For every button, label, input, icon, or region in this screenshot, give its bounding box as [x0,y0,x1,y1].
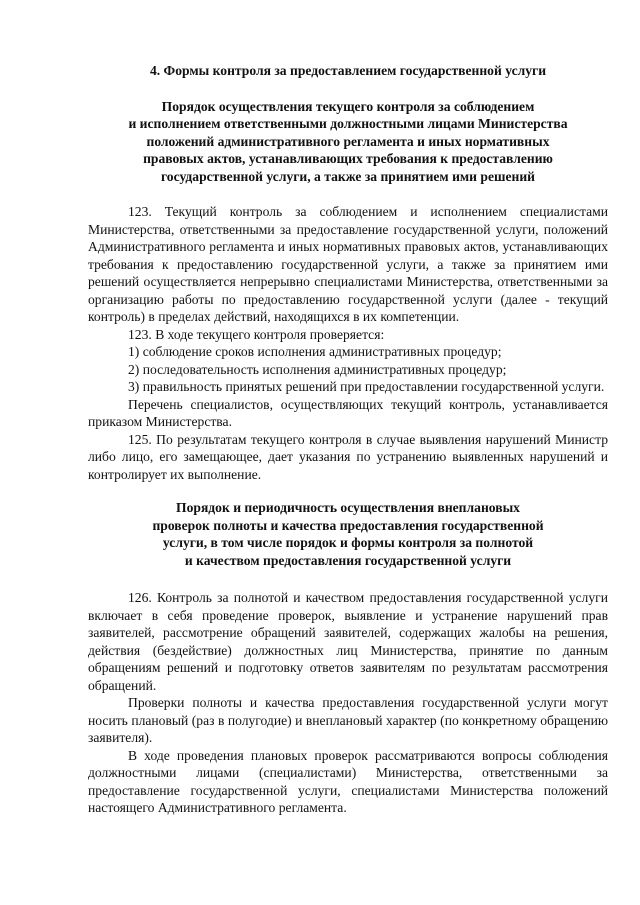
subheading-line: государственной услуги, а также за принятием ими решений [160,168,536,184]
paragraph-checks-types: Проверки полноты и качества предоставления государственной услуги могут носить плановый (раз в полугодие) и внеплановый характер (по конкретному обращению заявителя). [88,695,608,745]
paragraph-planned-checks: В ходе проведения плановых проверок рассматриваются вопросы соблюдения должностными лицами (специалистами) Министерства, ответственными за предоставление государственной услуги, специалистами Министерства положений настоящего Административного регламента. [88,747,608,815]
paragraph-123-current-control: 123. Текущий контроль за соблюдением и исполнением специалистами Министерства, ответственными за предоставление государственной услуги, положений Административного регламента и иных нормативных правовых актов, устанавливающих требования к предоставлению государственной услуги, а также за принятием ими решений осуществляется непрерывно специалистами Министерства, ответственными за организацию работы по предоставлению государственной услуги (далее - текущий контроль) в пределах действий, находящихся в их компетенции. [88,204,608,324]
section-heading: 4. Формы контроля за предоставлением государственной услуги [149,63,547,78]
subheading-line: проверок полноты и качества предоставления государственной [152,517,544,533]
subheading-line: Порядок и периодичность осуществления внеплановых [176,500,520,515]
paragraph-125-results: 125. По результатам текущего контроля в случае выявления нарушений Министр либо лицо, его замещающее, дает указания по устранению выявленных нарушений и контролирует их выполнение. [88,431,608,482]
paragraph-126-quality-control: 126. Контроль за полнотой и качеством предоставления государственной услуги включает в себя проведение проверок, выявление и устранение нарушений прав заявителей, рассмотрение обращений заявителей, содержащих жалобы на решения, действия (бездействие) должностных лиц Министерства, принятие по данным обращениям решений и подготовку ответов заявителям по результатам рассмотрения обращений. [88,590,608,693]
subheading-line: и качеством предоставления государственной услуги [184,552,512,568]
subheading-line: Порядок осуществления текущего контроля за соблюдением [161,98,535,114]
subheading-line: и исполнением ответственными должностными лицами Министерства [128,116,568,131]
list-item-deadlines: 1) соблюдение сроков исполнения административных процедур; [128,344,502,359]
list-item-sequence: 2) последовательность исполнения административных процедур; [128,361,507,377]
subheading-line: положений административного регламента и иных нормативных [146,133,550,149]
paragraph-123-checks: 123. В ходе текущего контроля проверяется: [128,326,385,342]
subheading-current-control [88,98,608,186]
subheading-line: услуги, в том числе порядок и формы контроля за полнотой [162,535,534,550]
list-item-decisions: 3) правильность принятых решений при предоставлении государственной услуги. [128,379,605,394]
paragraph-specialists-list: Перечень специалистов, осуществляющих текущий контроль, устанавливается приказом Министерства. [88,396,608,429]
document-page [88,62,608,817]
subheading-line: правовых актов, устанавливающих требования к предоставлению [143,151,553,166]
subheading-unscheduled-checks [88,499,608,569]
